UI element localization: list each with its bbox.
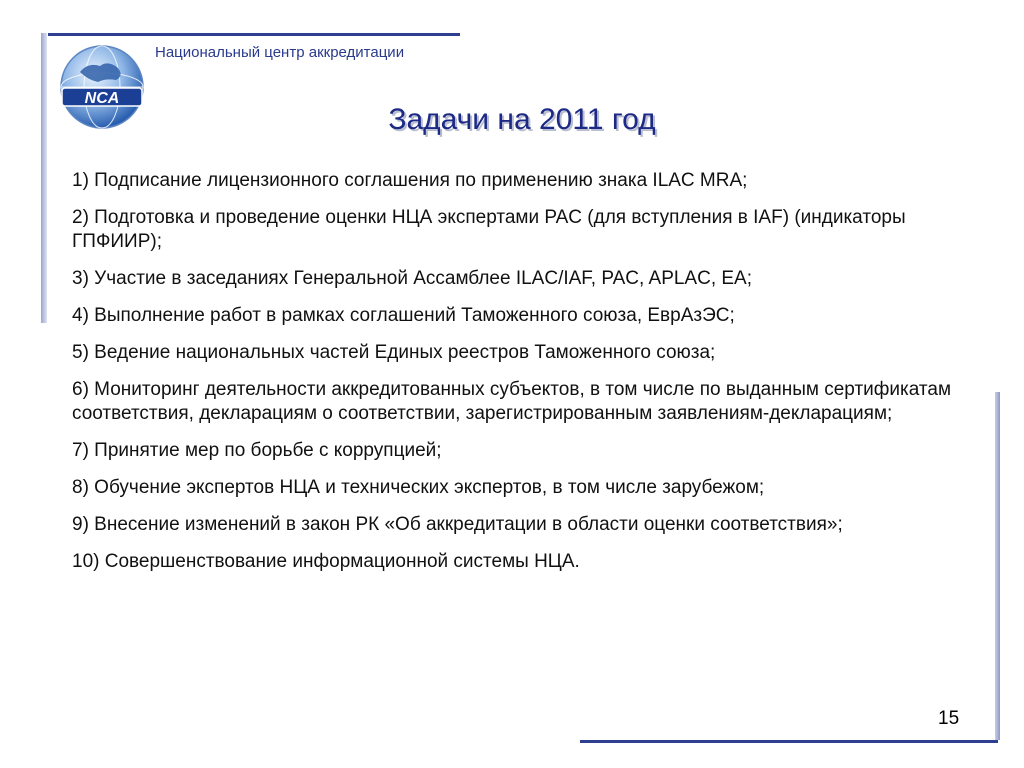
task-item: 6) Мониторинг деятельности аккредитованных субъектов, в том числе по выданным сертификатам соответствия, декларациям о соответствии, зарегистрированным заявлениям-декларациям;: [72, 379, 952, 424]
slide-title: Задачи на 2011 год: [388, 103, 656, 136]
task-item: 10) Совершенствование информационной системы НЦА.: [72, 551, 580, 572]
left-decor-strip: [41, 33, 47, 323]
header-divider: [48, 33, 460, 36]
organization-name: Национальный центр аккредитации: [155, 44, 405, 61]
right-decor-strip: [995, 392, 1000, 740]
logo-label: NCA: [84, 90, 120, 107]
task-item: 5) Ведение национальных частей Единых реестров Таможенного союза;: [72, 342, 716, 363]
task-item: 4) Выполнение работ в рамках соглашений Таможенного союза, ЕврАзЭС;: [72, 305, 735, 326]
task-item: 1) Подписание лицензионного соглашения по применению знака ILAC MRA;: [72, 170, 748, 191]
page-number: 15: [938, 708, 960, 729]
task-item: 9) Внесение изменений в закон РК «Об аккредитации в области оценки соответствия»;: [72, 514, 843, 535]
task-item: 7) Принятие мер по борьбе с коррупцией;: [72, 440, 442, 461]
task-list: [72, 169, 982, 587]
task-item: 2) Подготовка и проведение оценки НЦА экспертами PAC (для вступления в IAF) (индикаторы ГПФИИР);: [72, 207, 906, 252]
footer-divider: [580, 740, 998, 743]
task-item: 3) Участие в заседаниях Генеральной Ассамблее ILAC/IAF, PAC, APLAC, EA;: [72, 268, 753, 289]
task-item: 8) Обучение экспертов НЦА и технических экспертов, в том числе зарубежом;: [72, 477, 765, 498]
